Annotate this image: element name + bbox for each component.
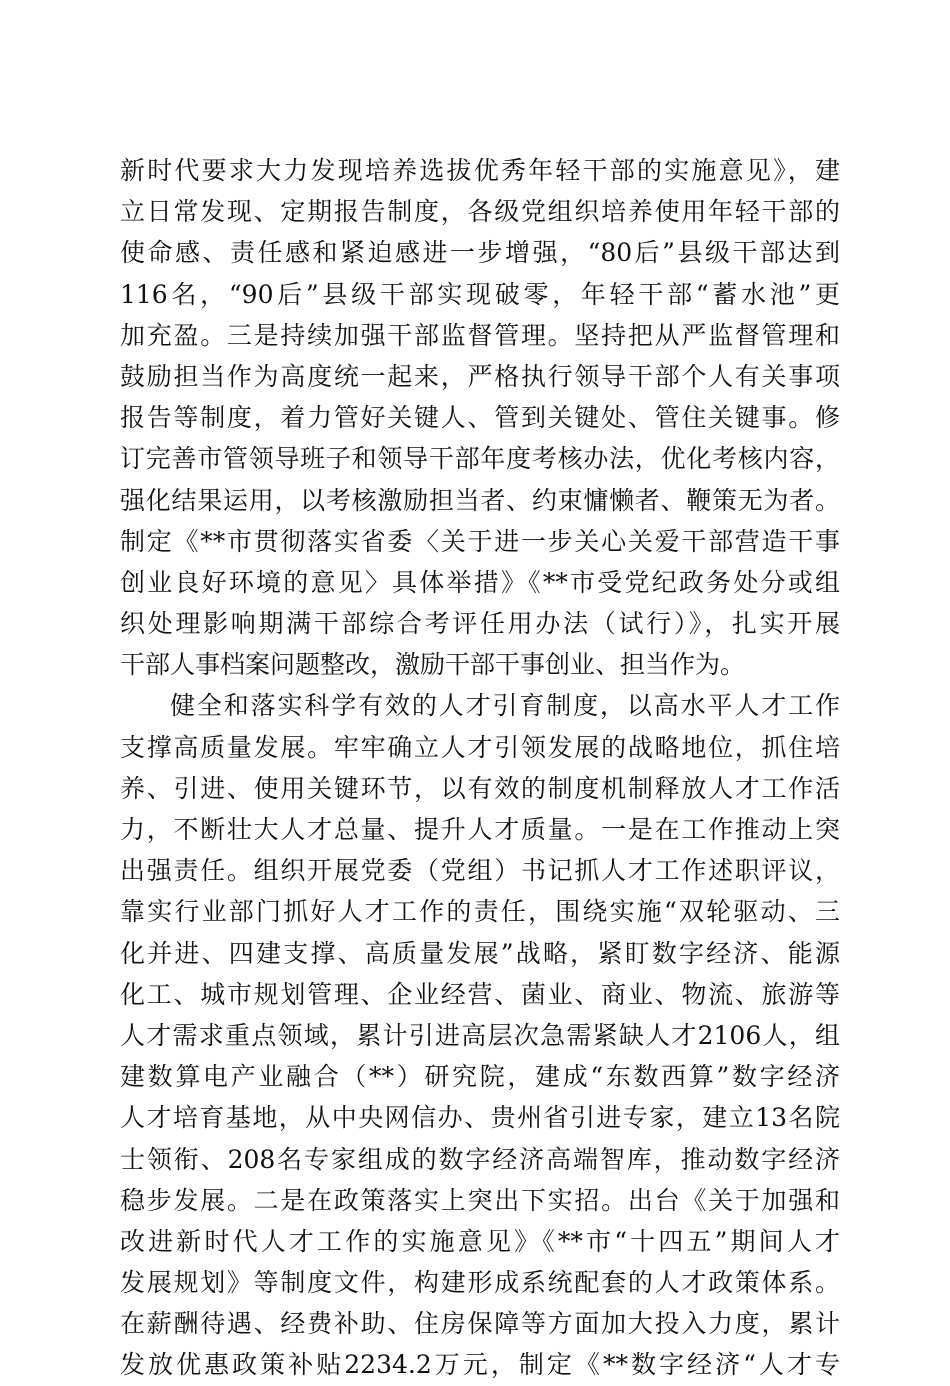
paragraph-2 — [120, 685, 840, 1385]
text-line: 新时代要求大力发现培养选拔优秀年轻干部的实施意见》，建 — [120, 156, 840, 185]
text-line: 靠实行业部门抓好人才工作的责任，围绕实施“双轮驱动、三 — [120, 897, 840, 927]
text-line: 力，不断壮大人才总量、提升人才质量。一是在工作推动上突 — [120, 815, 840, 844]
text-line: 出强责任。组织开展党委（党组）书记抓人才工作述职评议， — [120, 856, 840, 886]
text-line: 化工、城市规划管理、企业经营、菌业、商业、物流、旅游等 — [120, 979, 840, 1009]
text-line: 创业良好环境的意见〉具体举措》《**市受党纪政务处分或组 — [120, 567, 840, 597]
text-line: 报告等制度，着力管好关键人、管到关键处、管住关键事。修 — [120, 403, 840, 433]
text-line: 改进新时代人才工作的实施意见》《**市“十四五”期间人才 — [120, 1226, 840, 1256]
text-line: 稳步发展。二是在政策落实上突出下实招。出台《关于加强和 — [120, 1185, 840, 1215]
text-line: 建数算电产业融合（**）研究院，建成“东数西算”数字经济 — [120, 1062, 840, 1092]
text-line: 订完善市管领导班子和领导干部年度考核办法，优化考核内容， — [120, 444, 840, 474]
text-line: 116名，“90后”县级干部实现破零，年轻干部“蓄水池”更 — [120, 279, 840, 309]
text-line: 发展规划》等制度文件，构建形成系统配套的人才政策体系。 — [120, 1268, 840, 1298]
paragraph-1 — [120, 150, 840, 685]
document-body — [120, 150, 840, 1386]
text-line: 在薪酬待遇、经费补助、住房保障等方面加大投入力度，累计 — [120, 1309, 840, 1339]
text-line: 健全和落实科学有效的人才引育制度，以高水平人才工作 — [170, 691, 840, 721]
text-line: 鼓励担当作为高度统一起来，严格执行领导干部个人有关事项 — [120, 361, 840, 391]
text-line: 强化结果运用，以考核激励担当者、约束慵懒者、鞭策无为者。 — [120, 485, 840, 515]
text-line: 立日常发现、定期报告制度，各级党组织培养使用年轻干部的 — [120, 197, 840, 227]
text-line: 支撑高质量发展。牢牢确立人才引领发展的战略地位，抓住培 — [120, 732, 840, 762]
text-line: 干部人事档案问题整改，激励干部干事创业、担当作为。 — [120, 650, 746, 680]
text-line: 人才需求重点领域，累计引进高层次急需紧缺人才2106人，组 — [120, 1020, 840, 1050]
text-line: 制定《**市贯彻落实省委〈关于进一步关心关爱干部营造干事 — [120, 526, 840, 556]
text-line: 使命感、责任感和紧迫感进一步增强，“80后”县级干部达到 — [120, 238, 840, 268]
text-line: 养、引进、使用关键环节，以有效的制度机制释放人才工作活 — [120, 773, 840, 803]
text-line: 织处理影响期满干部综合考评任用办法（试行）》，扎实开展 — [120, 609, 840, 639]
text-line: 人才培育基地，从中央网信办、贵州省引进专家，建立13名院 — [120, 1103, 840, 1133]
text-line: 士领衔、208名专家组成的数字经济高端智库，推动数字经济 — [120, 1144, 840, 1174]
text-line: 发放优惠政策补贴2234.2万元，制定《**数字经济“人才专 — [120, 1350, 840, 1380]
text-line: 加充盈。三是持续加强干部监督管理。坚持把从严监督管理和 — [120, 320, 840, 350]
text-line: 化并进、四建支撑、高质量发展”战略，紧盯数字经济、能源 — [120, 938, 840, 968]
